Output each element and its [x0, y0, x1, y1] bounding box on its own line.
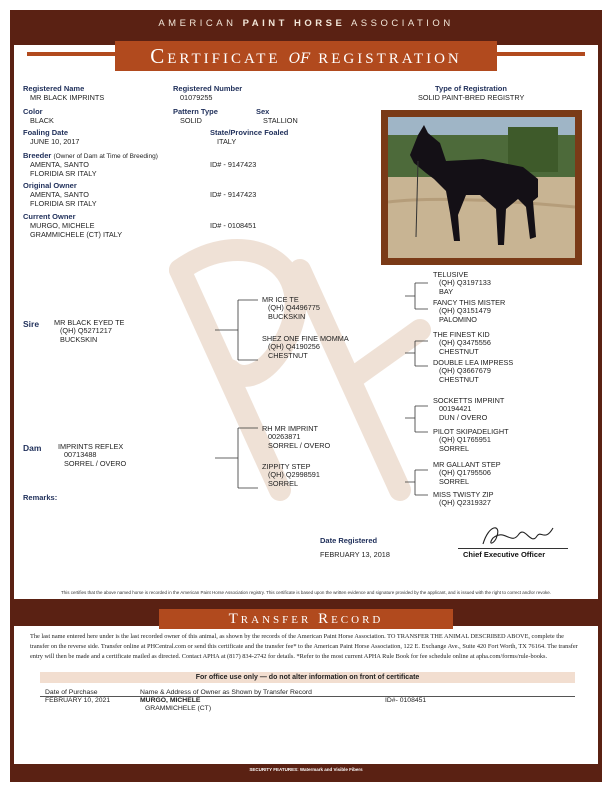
date-registered: FEBRUARY 13, 2018 — [320, 550, 390, 559]
owner-name-header: Name & Address of Owner as Shown by Transfer Record — [140, 689, 312, 696]
horse-photo — [381, 110, 582, 265]
sire-label: Sire — [23, 319, 40, 329]
state-foaled: ITALY — [217, 137, 237, 146]
dam-number: 00713488 — [64, 450, 97, 460]
dam-name: IMPRINTS REFLEX — [58, 442, 124, 451]
pedigree-dd — [262, 463, 320, 488]
registered-number: 01079255 — [180, 93, 213, 102]
breeder-note: (Owner of Dam at Time of Breeding) — [53, 153, 158, 160]
assoc-pre: AMERICAN — [158, 18, 237, 29]
office-use-note: For office use only — do not alter information on front of certificate — [40, 672, 575, 683]
pedigree-sdd — [433, 359, 513, 384]
sds-number: (QH) Q3475556 — [439, 338, 491, 348]
sss-name: TELUSIVE — [433, 270, 469, 279]
remarks-label: Remarks: — [23, 493, 58, 502]
pedigree-sds — [433, 331, 491, 356]
sds-name: THE FINEST KID — [433, 330, 490, 339]
dam-entry — [58, 443, 126, 468]
breeder-place: FLORIDIA SR ITALY — [30, 169, 97, 178]
ddd-number: (QH) Q2319327 — [439, 498, 491, 508]
original-owner-name: AMENTA, SANTO — [30, 190, 89, 199]
sire-entry — [54, 319, 124, 344]
current-owner-label: Current Owner — [23, 212, 76, 221]
current-owner-id: ID# - 0108451 — [210, 221, 257, 230]
registration-type: SOLID PAINT-BRED REGISTRY — [418, 93, 525, 102]
pedigree-ddd — [433, 491, 494, 508]
ss-number: (QH) Q4496775 — [268, 303, 320, 313]
transfer-instructions: The last name entered here under is the last recorded owner of this animal, as shown by the records of the American Paint Horse Association. TO TRANSFER THE ANIMAL DESCRIBED ABOVE, complete the transfer on the reverse side. Transfer online at PHCentral.com or send this certificate and the transfer fee* to the American Paint Horse Association, 122 E. Exchange Ave., Suite 420 Fort Worth, TX 76164. The transfer entry will then be made and a certificate mailed as directed. Contact APHA at (817) 834-2742 for details. *Refer to the most current APHA Rule Book for fee schedule online at apha.com/forms/rule-books. — [30, 633, 578, 660]
dds-color: SORREL — [439, 476, 470, 486]
pedigree-sd — [262, 335, 349, 360]
ds-number: 00263871 — [268, 432, 301, 442]
sire-number: (QH) Q5271217 — [60, 326, 112, 336]
ds-name: RH MR IMPRINT — [262, 424, 318, 433]
sire-color: BUCKSKIN — [60, 334, 98, 344]
registered-number-label: Registered Number — [173, 84, 243, 93]
purchase-date: FEBRUARY 10, 2021 — [45, 697, 111, 704]
pedigree-dds — [433, 461, 501, 486]
ddd-name: MISS TWISTY ZIP — [433, 490, 494, 499]
breeder-title: Breeder — [23, 151, 52, 160]
current-owner-name: MURGO, MICHELE — [30, 221, 95, 230]
pedigree-dss — [433, 397, 504, 422]
ssd-color: PALOMINO — [439, 314, 477, 324]
transfer-owner-place: GRAMMICHELE (CT) — [145, 705, 212, 712]
foaling-date-label: Foaling Date — [23, 128, 69, 137]
dd-name: ZIPPITY STEP — [262, 462, 311, 471]
pedigree-ds — [262, 425, 330, 450]
breeder-label — [23, 151, 158, 160]
pattern-label: Pattern Type — [173, 107, 218, 116]
current-owner-place: GRAMMICHELE (CT) ITALY — [30, 230, 123, 239]
dd-color: SORREL — [268, 478, 299, 488]
dss-color: DUN / OVERO — [439, 412, 488, 422]
transfer-record-title: Transfer Record — [159, 609, 453, 629]
sire-name: MR BLACK EYED TE — [54, 318, 125, 327]
assoc-post: ASSOCIATION — [350, 18, 454, 29]
sd-number: (QH) Q4190256 — [268, 342, 320, 352]
dsd-name: PILOT SKIPADELIGHT — [433, 427, 509, 436]
date-registered-label: Date Registered — [320, 536, 378, 545]
registered-name: MR BLACK IMPRINTS — [30, 93, 105, 102]
registration-type-label: Type of Registration — [435, 84, 507, 93]
pedigree-ssd — [433, 299, 505, 324]
security-features: SECURITY FEATURES: Watermark and Visible Fibers — [249, 767, 363, 772]
original-owner-place: FLORIDIA SR ITALY — [30, 199, 97, 208]
sdd-number: (QH) Q3667679 — [439, 366, 491, 376]
sex-label: Sex — [256, 107, 270, 116]
original-owner-id: ID# - 9147423 — [210, 190, 257, 199]
dss-number: 00194421 — [439, 404, 472, 414]
sd-name: SHEZ ONE FINE MOMMA — [262, 334, 349, 343]
pedigree-sss — [433, 271, 491, 296]
ss-name: MR ICE TE — [262, 295, 299, 304]
pedigree-dsd — [433, 428, 509, 453]
foaling-date: JUNE 10, 2017 — [30, 137, 80, 146]
association-name — [0, 18, 612, 29]
breeder-name: AMENTA, SANTO — [30, 160, 89, 169]
title-of: of — [288, 44, 310, 68]
pedigree-ss — [262, 296, 320, 321]
dd-number: (QH) Q2998591 — [268, 470, 320, 480]
ceo-label: Chief Executive Officer — [463, 550, 546, 559]
state-foaled-label: State/Province Foaled — [210, 128, 289, 137]
dam-color: SORREL / OVERO — [64, 458, 127, 468]
ssd-number: (QH) Q3151479 — [439, 306, 491, 316]
certificate-title — [115, 41, 497, 71]
signature-line — [458, 548, 568, 549]
registered-name-label: Registered Name — [23, 84, 85, 93]
sss-color: BAY — [439, 286, 454, 296]
sdd-color: CHESTNUT — [439, 374, 479, 384]
dds-name: MR GALLANT STEP — [433, 460, 501, 469]
color-value: BLACK — [30, 116, 54, 125]
dsd-number: (QH) Q1765951 — [439, 435, 491, 445]
sds-color: CHESTNUT — [439, 346, 479, 356]
purchase-date-header: Date of Purchase — [45, 689, 98, 696]
color-label: Color — [23, 107, 43, 116]
sex-value: STALLION — [263, 116, 298, 125]
sss-number: (QH) Q3197133 — [439, 278, 491, 288]
sdd-name: DOUBLE LEA IMPRESS — [433, 358, 514, 367]
ceo-signature — [475, 520, 565, 550]
title-left: Certificate — [150, 44, 281, 68]
original-owner-label: Original Owner — [23, 181, 77, 190]
breeder-id: ID# - 9147423 — [210, 160, 257, 169]
dsd-color: SORREL — [439, 443, 470, 453]
dds-number: (QH) Q1795506 — [439, 468, 491, 478]
ds-color: SORREL / OVERO — [268, 440, 331, 450]
sd-color: CHESTNUT — [268, 350, 308, 360]
dss-name: SOCKETTS IMPRINT — [433, 396, 505, 405]
title-right: registration — [318, 44, 462, 68]
certify-text: This certifies that the above named horse is recorded in the American Paint Horse Association registry. This certificate is based upon the written evidence and signature provided by the applicant, and is issued with the right to correct and/or revoke. — [60, 590, 552, 595]
transfer-owner-id: ID#- 0108451 — [385, 697, 427, 704]
ss-color: BUCKSKIN — [268, 311, 306, 321]
transfer-divider — [40, 696, 575, 697]
ssd-name: FANCY THIS MISTER — [433, 298, 506, 307]
dam-label: Dam — [23, 443, 42, 453]
transfer-owner-name: MURGO, MICHELE — [140, 697, 201, 704]
pattern-value: SOLID — [180, 116, 202, 125]
assoc-bold: PAINT HORSE — [242, 18, 346, 29]
